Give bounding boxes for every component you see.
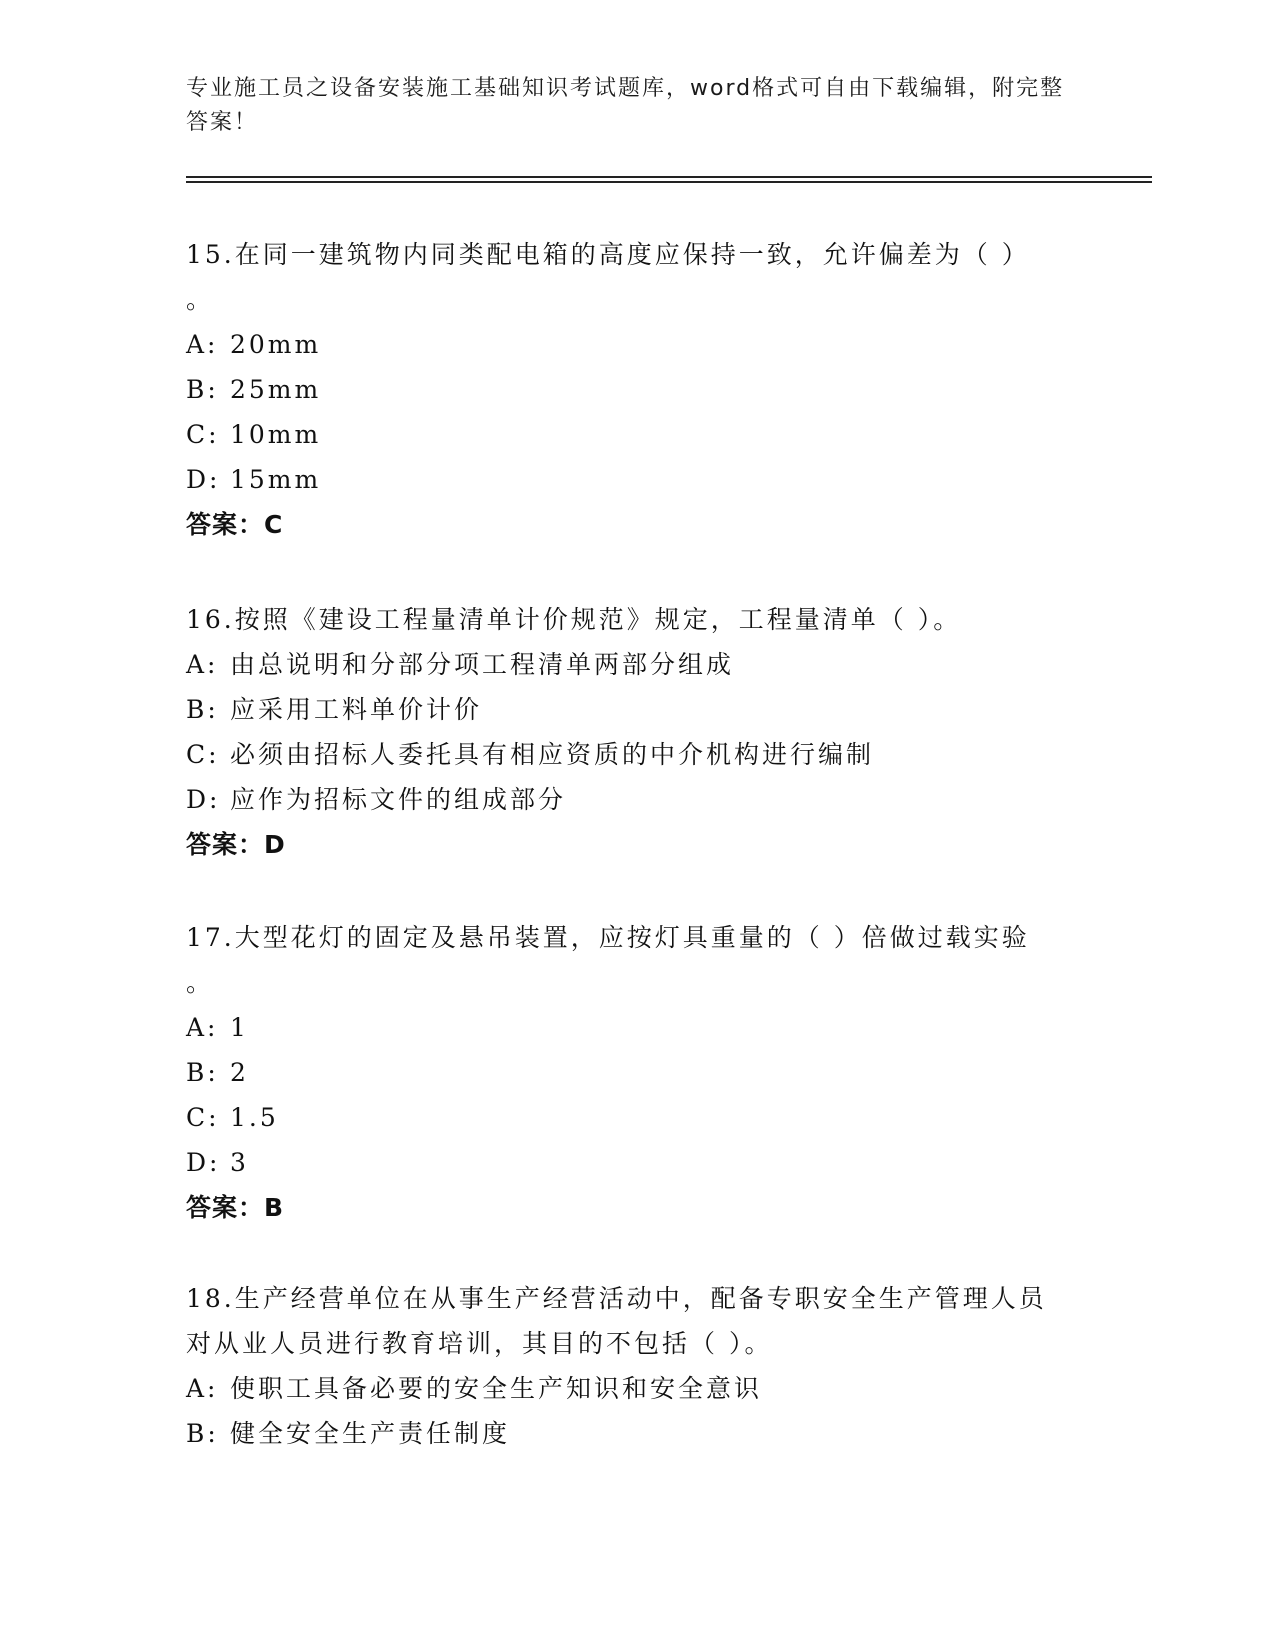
option-d <box>186 777 1086 822</box>
question-18 <box>186 1276 1086 1456</box>
question-text <box>186 232 1086 322</box>
option-b <box>186 687 1086 732</box>
option-key: C: <box>186 1103 220 1132</box>
question-17 <box>186 915 1086 1230</box>
question-body: 按照《建设工程量清单计价规范》规定，工程量清单（ ）。 <box>234 605 962 634</box>
question-number: 16. <box>186 605 235 634</box>
option-text: 25mm <box>230 375 322 404</box>
option-key: A: <box>186 330 219 359</box>
option-key: D: <box>186 465 221 494</box>
question-number: 18. <box>186 1284 235 1313</box>
option-b <box>186 367 1086 412</box>
option-key: B: <box>186 1419 219 1448</box>
option-text: 3 <box>230 1148 249 1177</box>
answer-line <box>186 1185 1086 1230</box>
document-header: 专业施工员之设备安装施工基础知识考试题库，word格式可自由下载编辑，附完整答案！ <box>186 76 1065 135</box>
option-key: A: <box>186 1013 219 1042</box>
option-key: B: <box>186 375 219 404</box>
option-a <box>186 1005 1086 1050</box>
header-rule-top <box>186 176 1152 178</box>
question-text <box>186 597 1086 642</box>
question-text <box>186 915 1086 1005</box>
question-body: 在同一建筑物内同类配电箱的高度应保持一致，允许偏差为（ ） 。 <box>186 240 1030 314</box>
option-text: 使职工具备必要的安全生产知识和安全意识 <box>230 1374 763 1403</box>
answer-line <box>186 822 1086 867</box>
option-text: 由总说明和分部分项工程清单两部分组成 <box>230 650 735 679</box>
option-key: C: <box>186 420 220 449</box>
option-c <box>186 732 1086 777</box>
option-text: 20mm <box>230 330 322 359</box>
option-key: B: <box>186 1058 219 1087</box>
question-number: 15. <box>186 240 235 269</box>
option-d <box>186 1140 1086 1185</box>
option-text: 10mm <box>230 420 322 449</box>
option-text: 应作为招标文件的组成部分 <box>230 785 567 814</box>
answer-label: 答案： <box>186 510 265 539</box>
question-body: 生产经营单位在从事生产经营活动中，配备专职安全生产管理人员 对从业人员进行教育培训，其目的不包括（ ）。 <box>186 1284 1047 1358</box>
option-c <box>186 1095 1086 1140</box>
answer-value: D <box>264 830 286 859</box>
question-number: 17. <box>186 923 235 952</box>
option-text: 15mm <box>230 465 322 494</box>
option-key: C: <box>186 740 220 769</box>
option-a <box>186 642 1086 687</box>
answer-value: C <box>264 510 284 539</box>
option-b <box>186 1411 1086 1456</box>
option-key: D: <box>186 1148 221 1177</box>
option-key: B: <box>186 695 219 724</box>
question-body: 大型花灯的固定及悬吊装置，应按灯具重量的（ ）倍做过载实验 。 <box>186 923 1030 997</box>
option-key: A: <box>186 1374 219 1403</box>
option-a <box>186 1366 1086 1411</box>
answer-value: B <box>264 1193 285 1222</box>
option-c <box>186 412 1086 457</box>
answer-label: 答案： <box>186 830 265 859</box>
option-b <box>186 1050 1086 1095</box>
option-key: A: <box>186 650 219 679</box>
answer-label: 答案： <box>186 1193 265 1222</box>
option-text: 1 <box>230 1013 249 1042</box>
header-rule-bottom <box>186 181 1152 183</box>
option-d <box>186 457 1086 502</box>
question-15 <box>186 232 1086 547</box>
option-key: D: <box>186 785 221 814</box>
question-16 <box>186 597 1086 867</box>
option-text: 应采用工料单价计价 <box>230 695 483 724</box>
answer-line <box>186 502 1086 547</box>
option-text: 2 <box>230 1058 249 1087</box>
option-text: 1.5 <box>230 1103 279 1132</box>
option-a <box>186 322 1086 367</box>
question-text <box>186 1276 1086 1366</box>
option-text: 必须由招标人委托具有相应资质的中介机构进行编制 <box>230 740 875 769</box>
option-text: 健全安全生产责任制度 <box>230 1419 511 1448</box>
